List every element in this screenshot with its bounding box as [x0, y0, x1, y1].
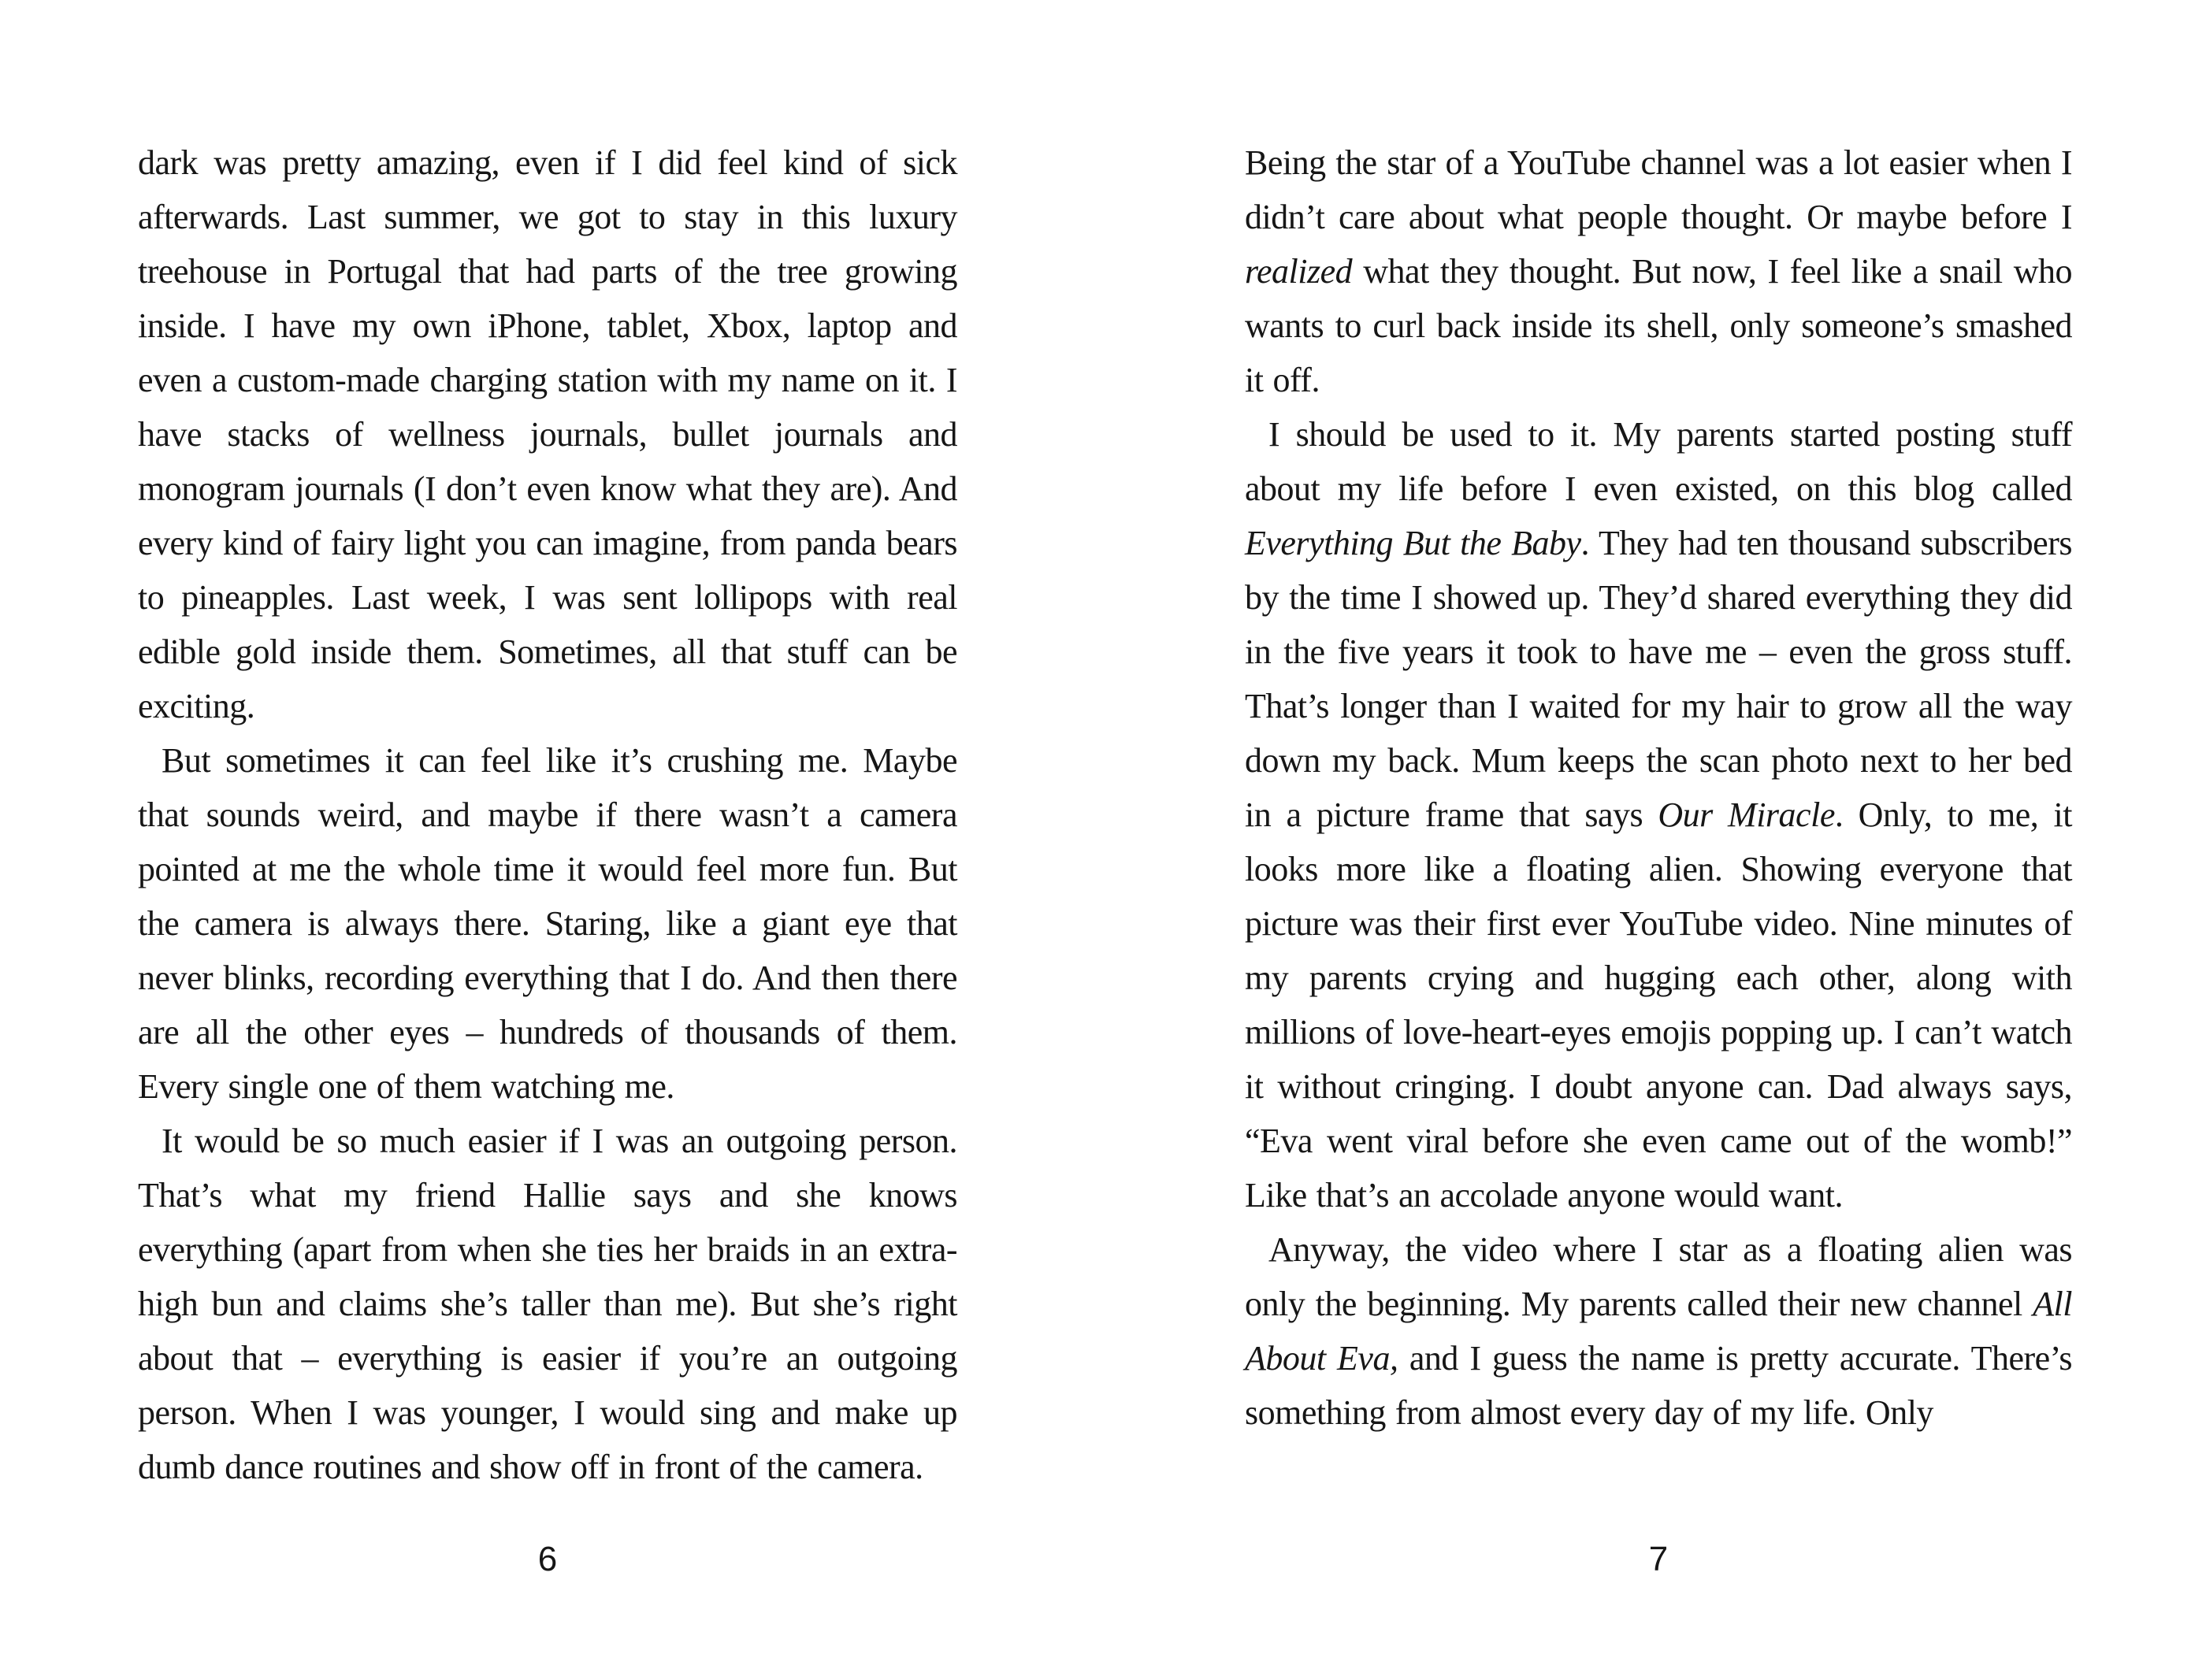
paragraph [138, 733, 957, 1114]
text-run: But sometimes it can feel like it’s crushing me. Maybe that sounds weird, and maybe if there wasn’t a camera pointed at me the whole time it would feel more fun. But the camera is always there. Staring, like a giant eye that never blinks, recording everything that I do. And then there are all the other eyes – hundreds of thousands of them. Every single one of them watching me. [138, 741, 957, 1106]
page-right [1245, 0, 2072, 1680]
italic-run: All About Eva, [1245, 1285, 2072, 1378]
text-run: Anyway, the video where I star as a floating alien was only the beginning. My parents called their new channel [1245, 1230, 2072, 1323]
italic-run: realized [1245, 252, 1353, 291]
paragraph [1245, 135, 2072, 407]
paragraph [1245, 407, 2072, 1222]
text-run: Being the star of a YouTube channel was a lot easier when I didn’t care about what people thought. Or maybe before I [1245, 143, 2072, 236]
text-run: . They had ten thousand subscribers by the time I showed up. They’d shared everything they did in the five years it took to have me – even the gross stuff. That’s longer than I waited for my hair to grow all the way down my back. Mum keeps the scan photo next to her bed in a picture frame that says [1245, 524, 2072, 834]
text-run: It would be so much easier if I was an outgoing person. That’s what my friend Hallie says and she knows everything (apart from when she ties her braids in an extra-high bun and claims she’s taller than me). But she’s right about that – everything is easier if you’re an outgoing person. When I was younger, I would sing and make up dumb dance routines and show off in front of the camera. [138, 1122, 957, 1486]
text-run: dark was pretty amazing, even if I did feel kind of sick afterwards. Last summer, we got to stay in this luxury treehouse in Portugal that had parts of the tree growing inside. I have my own iPhone, tablet, Xbox, laptop and even a custom-made charging station with my name on it. I have stacks of wellness journals, bullet journals and monogram journals (I don’t even know what they are). And every kind of fairy light you can imagine, from panda bears to pineapples. Last week, I was sent lollipops with real edible gold inside them. Sometimes, all that stuff can be exciting. [138, 143, 957, 725]
text-run: and I guess the name is pretty accurate. There’s something from almost every day of my life. Only [1245, 1339, 2072, 1432]
page-left-number: 6 [537, 1540, 558, 1578]
text-run: I should be used to it. My parents started posting stuff about my life before I even existed, on this blog called [1245, 415, 2072, 508]
text-run: what they thought. But now, I feel like a snail who wants to curl back inside its shell, only someone’s smashed it off. [1245, 252, 2072, 399]
italic-run: Our Miracle [1658, 795, 1835, 834]
paragraph [138, 135, 957, 733]
page-left [138, 0, 957, 1680]
paragraph [1245, 1222, 2072, 1440]
italic-run: Everything But the Baby [1245, 524, 1581, 562]
page-left-text-block [138, 135, 957, 1494]
text-run: . Only, to me, it looks more like a floating alien. Showing everyone that picture was their first ever YouTube video. Nine minutes of my parents crying and hugging each other, along with millions of love-heart-eyes emojis popping up. I can’t watch it without cringing. I doubt anyone can. Dad always says, “Eva went viral before she even came out of the womb!” Like that’s an accolade anyone would want. [1245, 795, 2072, 1215]
page-right-number: 7 [1648, 1540, 1669, 1578]
page-right-text-block [1245, 135, 2072, 1440]
paragraph [138, 1114, 957, 1494]
